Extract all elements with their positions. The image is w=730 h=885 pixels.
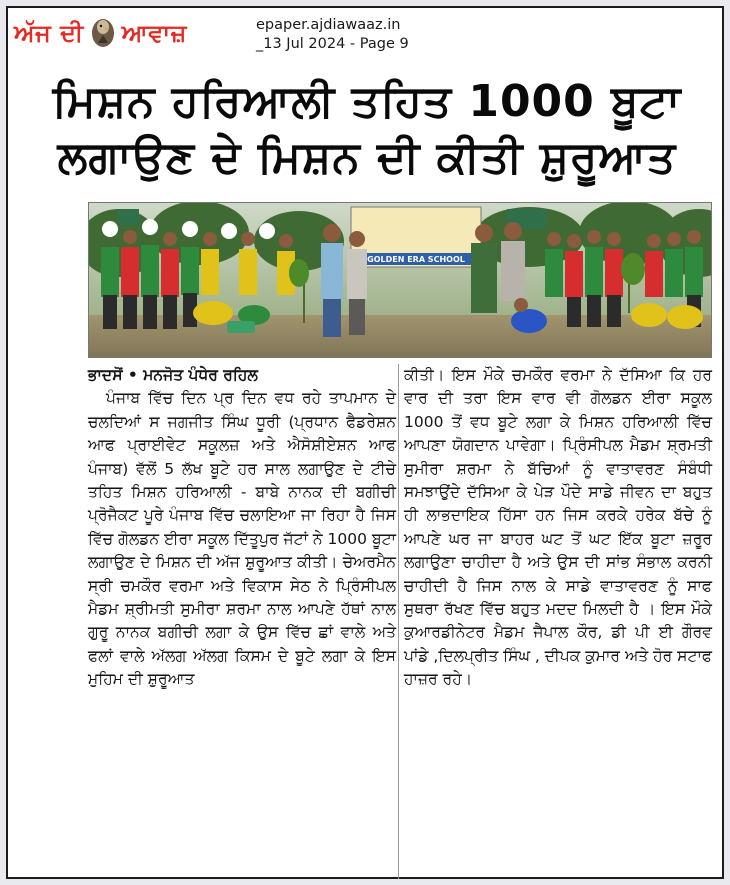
masthead bbox=[14, 12, 187, 52]
eagle-emblem-icon bbox=[88, 15, 118, 49]
article-column-right bbox=[404, 364, 712, 692]
epaper-url[interactable]: epaper.ajdiawaaz.in bbox=[256, 17, 401, 33]
article-body-right: ਕੀਤੀ। ਇਸ ਮੌਕੇ ਚਮਕੌਰ ਵਰਮਾ ਨੇ ਦੱਸਿਆ ਕਿ ਹਰ ਵਾਰ ਦੀ ਤਰਾ ਇਸ ਵਾਰ ਵੀ ਗੋਲਡਨ ਈਰਾ ਸਕੂਲ 1000 ਤੋਂ ਵਧ ਬੂਟੇ ਲਗਾ ਕੇ ਮਿਸ਼ਨ ਹਰਿਆਲੀ ਵਿੱਚ ਆਪਣਾ ਯੋਗਦਾਨ ਪਾਵੇਗਾ। ਪ੍ਰਿੰਸੀਪਲ ਮੈਡਮ ਸ਼੍ਰਮਤੀ ਸੁਮੀਰਾ ਸ਼ਰਮਾ ਨੇ ਬੱਚਿਆਂ ਨੂੰ ਵਾਤਾਵਰਣ ਸੰਬੰਧੀ ਸਮਝਾਉਂਦੇ ਦੱਸਿਆ ਕੇ ਪੇੜ ਪੌਦੇ ਸਾਡੇ ਜੀਵਨ ਦਾ ਬਹੁਤ ਹੀ ਲਾਭਦਾਇਕ ਹਿੱਸਾ ਹਨ ਜਿਸ ਕਰਕੇ ਹਰੇਕ ਬੱਚੇ ਨੂੰ ਆਪਣੇ ਘਰ ਜਾ ਬਾਹਰ ਘਟ ਤੋਂ ਘਟ ਇੱਕ ਬੂਟਾ ਜ਼ਰੂਰ ਲਗਾਉਣਾ ਚਾਹੀਦਾ ਹੈ ਅਤੇ ਉਸ ਦੀ ਸਾਂਭ ਸੰਭਾਲ ਕਰਨੀ ਚਾਹੀਦੀ ਹੈ ਜਿਸ ਨਾਲ ਕੇ ਸਾਡੇ ਵਾਤਾਵਰਣ ਨੂੰ ਸਾਫ ਸੁਥਰਾ ਰੱਖਣ ਵਿੱਚ ਬਹੁਤ ਮਦਦ ਮਿਲਦੀ ਹੈ । ਇਸ ਮੌਕੇ ਕੁਆਰਡੀਨੇਟਰ ਮੈਡਮ ਜੈਪਾਲ ਕੌਰ, ਡੀ ਪੀ ਈ ਗੌਰਵ ਪਾਂਡੇ ,ਦਿਲਪ੍ਰੀਤ ਸਿੰਘ , ਦੀਪਕ ਕੁਮਾਰ ਅਤੇ ਹੋਰ ਸਟਾਫ ਹਾਜ਼ਰ ਰਹੇ। bbox=[404, 366, 712, 689]
article-column-left bbox=[88, 364, 396, 692]
headline-line-2: ਲਗਾਉਣ ਦੇ ਮਿਸ਼ਨ ਦੀ ਕੀਤੀ ਸ਼ੁਰੂਆਤ bbox=[57, 132, 677, 183]
byline: ਭਾਦਸੋਂ • ਮਨਜੋਤ ਪੰਧੇਰ ਰਹਿਲ bbox=[88, 366, 258, 384]
article-photo bbox=[88, 202, 712, 358]
article-body-left: ਪੰਜਾਬ ਵਿੱਚ ਦਿਨ ਪ੍ਰ ਦਿਨ ਵਧ ਰਹੇ ਤਾਪਮਾਨ ਦੇ ਚਲਦਿਆਂ ਸ ਜਗਜੀਤ ਸਿੰਘ ਧੂਰੀ (ਪ੍ਰਧਾਨ ਫੈਡਰੇਸ਼ਨ ਆਫ ਪ੍ਰਾਈਵੇਟ ਸਕੂਲਜ਼ ਅਤੇ ਐਸੋਸ਼ੀਏਸ਼ਨ ਆਫ ਪੰਜਾਬ) ਵੱਲੋਂ 5 ਲੱਖ ਬੂਟੇ ਹਰ ਸਾਲ ਲਗਾਉਣ ਦੇ ਟੀਚੇ ਤਹਿਤ ਮਿਸ਼ਨ ਹਰਿਆਲੀ - ਬਾਬੇ ਨਾਨਕ ਦੀ ਬਗੀਚੀ ਪ੍ਰੋਜੈਕਟ ਪੂਰੇ ਪੰਜਾਬ ਵਿੱਚ ਚਲਾਇਆ ਜਾ ਰਿਹਾ ਹੈ ਜਿਸ ਵਿੱਚ ਗੋਲਡਨ ਈਰਾ ਸਕੂਲ ਦਿੱਤੂਪੁਰ ਜੱਟਾਂ ਨੇ 1000 ਬੂਟਾ ਲਗਾਉਣ ਦੇ ਮਿਸ਼ਨ ਦੀ ਅੱਜ ਸ਼ੁਰੂਆਤ ਕੀਤੀ। ਚੇਅਰਮੈਨ ਸ੍ਰੀ ਚਮਕੌਰ ਵਰਮਾ ਅਤੇ ਵਿਕਾਸ ਸੇਠ ਨੇ ਪ੍ਰਿੰਸੀਪਲ ਮੈਡਮ ਸ਼੍ਰੀਮਤੀ ਸੁਮੀਰਾ ਸ਼ਰਮਾ ਨਾਲ ਆਪਣੇ ਹੱਥਾਂ ਨਾਲ ਗੁਰੂ ਨਾਨਕ ਬਗੀਚੀ ਲਗਾ ਕੇ ਉਸ ਵਿੱਚ ਛਾਂ ਵਾਲੇ ਅਤੇ ਫਲਾਂ ਵਾਲੇ ਅੱਲਗ ਅੱਲਗ ਕਿਸਮ ਦੇ ਬੂਟੇ ਲਗਾ ਕੇ ਇਸ ਮੁਹਿਮ ਦੀ ਸ਼ੁਰੂਆਤ bbox=[88, 389, 396, 689]
newspaper-page bbox=[6, 6, 724, 879]
headline bbox=[8, 74, 726, 186]
masthead-title-right: ਆਵਾਜ਼ bbox=[121, 17, 187, 47]
column-divider bbox=[398, 364, 399, 879]
masthead-title-left: ਅੱਜ ਦੀ bbox=[14, 17, 84, 47]
headline-line-1: ਮਿਸ਼ਨ ਹਰਿਆਲੀ ਤਹਿਤ 1000 ਬੂਟਾ bbox=[52, 76, 682, 127]
edition-date: _13 Jul 2024 - Page 9 bbox=[256, 36, 409, 52]
epaper-info bbox=[256, 16, 409, 54]
photo-banner-text: GOLDEN ERA SCHOOL bbox=[367, 255, 465, 264]
